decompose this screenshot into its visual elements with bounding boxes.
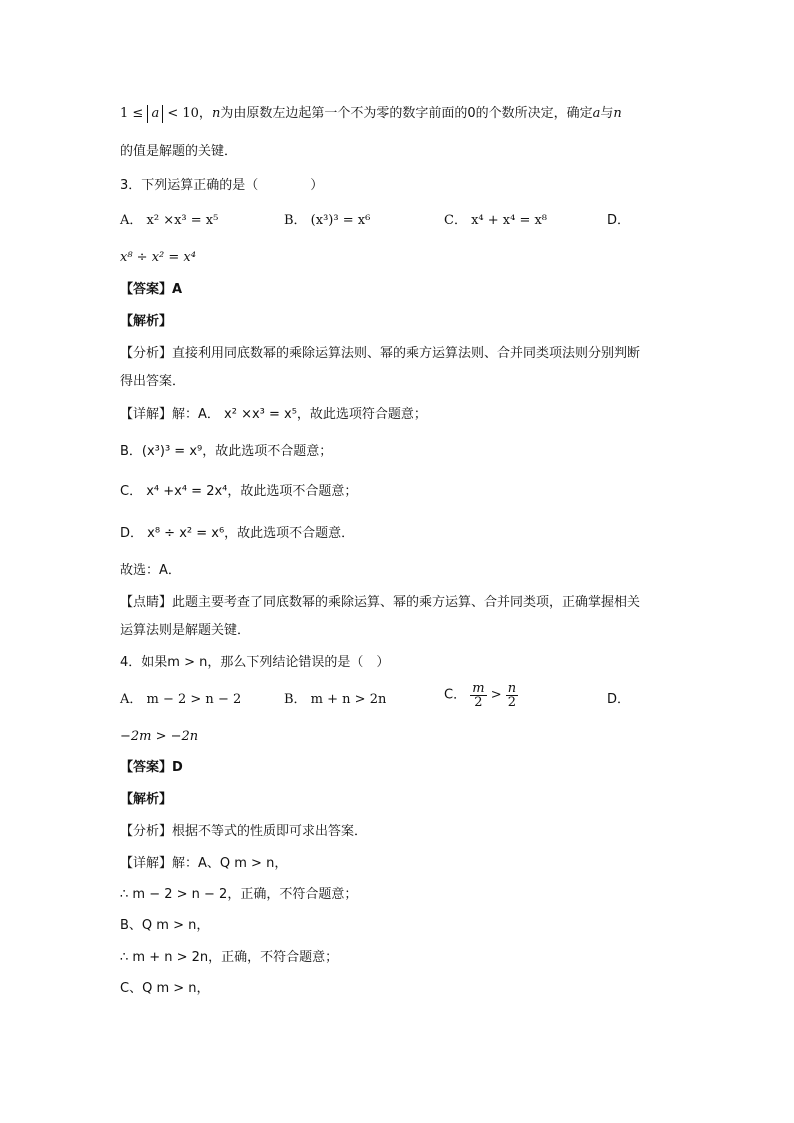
answer-3: 【答案】A <box>120 282 183 297</box>
absolute-value: a <box>147 105 163 123</box>
var-a: a <box>592 106 601 121</box>
q3-option-c: C． x⁴ + x⁴ = x⁸ <box>444 213 548 228</box>
fraction-m-over-2 <box>470 682 486 709</box>
analysis-4: 【分析】根据不等式的性质即可求出答案． <box>120 824 368 839</box>
var-n: n <box>211 106 221 121</box>
q3-option-d-label: D． <box>607 213 631 228</box>
analysis-3-heading: 【解析】 <box>120 314 173 329</box>
numerator-m: m <box>472 681 485 696</box>
var-n-2: n <box>613 106 622 121</box>
q3-option-d: x⁸ ÷ x² = x⁴ <box>120 250 196 265</box>
condition-text: 为由原数左边起第一个不为零的数字前面的0的个数所决定，确定 <box>220 106 593 121</box>
question-4: 4．如果m > n，那么下列结论错误的是（ ） <box>120 655 390 670</box>
question-3: 3．下列运算正确的是（ ） <box>120 178 324 193</box>
detail-3-d: D． x⁸ ÷ x² = x⁶，故此选项不合题意． <box>120 526 355 541</box>
q4-option-b: B． m + n > 2n <box>284 692 387 707</box>
greater-than: > <box>490 687 502 703</box>
q4-option-c <box>444 682 518 709</box>
inequality-rhs: < 10 <box>167 106 199 121</box>
analysis-4-heading: 【解析】 <box>120 792 173 807</box>
q3-option-a: A． x² ×x³ = x⁵ <box>120 213 219 228</box>
numerator-n: n <box>507 681 517 696</box>
detail-3-c: C． x⁴ +x⁴ = 2x⁴，故此选项不合题意； <box>120 484 358 499</box>
denominator-2b: 2 <box>507 695 517 710</box>
q4-option-d: −2m > −2n <box>120 729 199 744</box>
detail-4-a: 【详解】解：A、Q m > n， <box>120 856 288 871</box>
choice-3: 故选：A． <box>120 563 181 578</box>
q3-option-b: B． (x³)³ = x⁶ <box>284 213 371 228</box>
denominator-2: 2 <box>474 695 483 710</box>
condition-line-2: 的值是解题的关键． <box>120 144 238 159</box>
q4-option-d-label: D． <box>607 692 631 707</box>
inequality-lhs: 1 ≤ <box>120 106 144 121</box>
condition-line <box>120 104 622 124</box>
comma: ， <box>198 106 212 121</box>
q4-option-a: A． m − 2 > n − 2 <box>120 692 242 707</box>
analysis-3: 【分析】直接利用同底数幂的乘除运算法则、幂的乘方运算法则、合并同类项法则分别判断 <box>120 346 641 361</box>
detail-4-e: C、Q m > n， <box>120 981 210 996</box>
q4-option-c-label: C． <box>444 687 467 703</box>
detail-3-a: 【详解】解：A． x² ×x³ = x⁵，故此选项符合题意； <box>120 407 427 422</box>
analysis-3-cont: 得出答案． <box>120 374 186 389</box>
detail-3-b: B．(x³)³ = x⁹，故此选项不合题意； <box>120 444 333 459</box>
detail-4-c: B、Q m > n， <box>120 918 210 933</box>
detail-4-d: ∴ m + n > 2n，正确，不符合题意； <box>120 950 339 965</box>
comment-3: 【点睛】此题主要考查了同底数幂的乘除运算、幂的乘方运算、合并同类项，正确掌握相关 <box>120 595 641 610</box>
fraction-n-over-2 <box>506 682 518 709</box>
answer-4: 【答案】D <box>120 760 183 775</box>
conj-text: 与 <box>600 106 614 121</box>
detail-4-b: ∴ m − 2 > n − 2，正确，不符合题意； <box>120 887 358 902</box>
comment-3-cont: 运算法则是解题关键． <box>120 623 251 638</box>
